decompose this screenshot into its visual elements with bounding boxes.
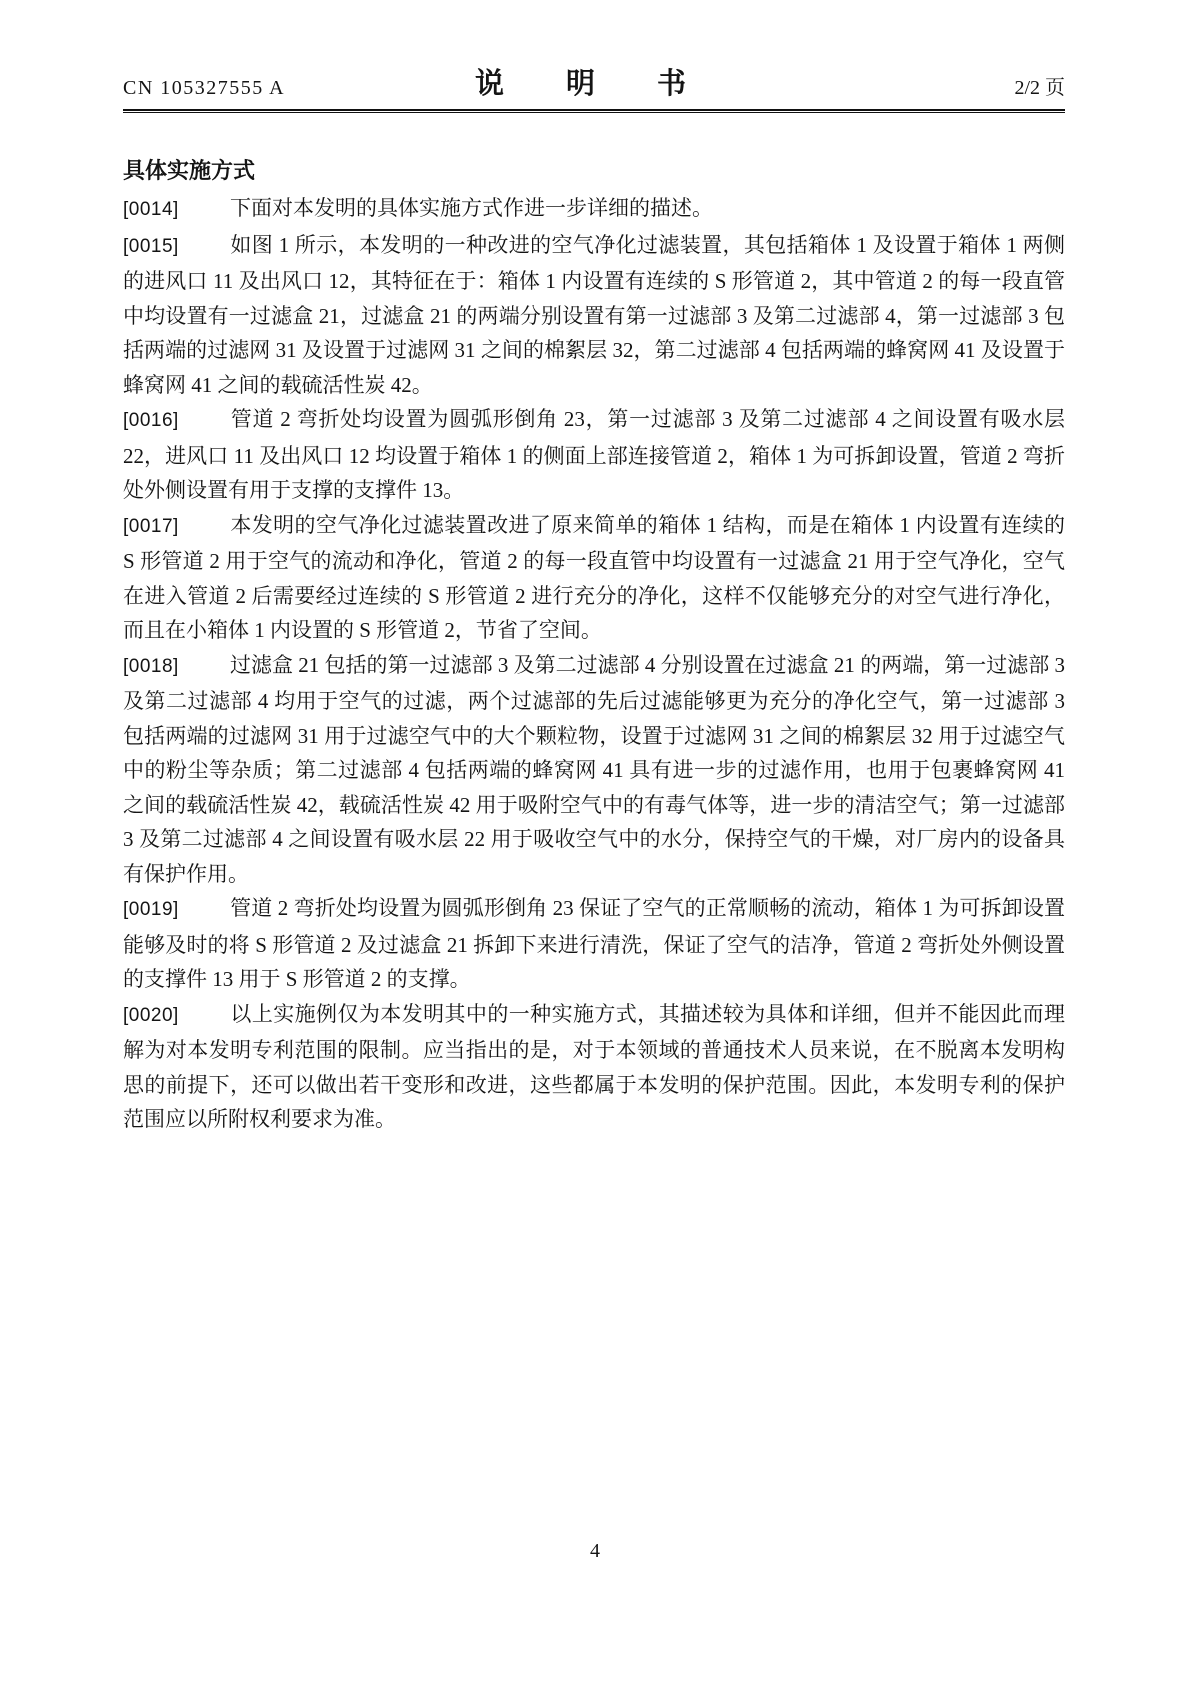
paragraph-number: [0019]: [123, 899, 179, 920]
paragraph-text: 本发明的空气净化过滤装置改进了原来简单的箱体 1 结构，而是在箱体 1 内设置有连续的 S 形管道 2 用于空气的流动和净化，管道 2 的每一段直管中均设置有一过滤盒 21 用于空气净化，空气在进入管道 2 后需要经过连续的 S 形管道 2 进行充分的净化，这样不仅能够充分的对空气进行净化，而且在小箱体 1 内设置的 S 形管道 2，节省了空间。: [123, 512, 1065, 642]
page-footer: [0, 1540, 1190, 1563]
paragraph-number: [0016]: [123, 410, 179, 431]
paragraph-0014: [123, 191, 1065, 228]
specification-body: [123, 153, 1065, 1137]
section-heading: 具体实施方式: [123, 158, 256, 183]
paragraph-0015: [123, 228, 1065, 403]
paragraph-0016: [123, 402, 1065, 508]
publication-number: CN 105327555 A: [123, 77, 286, 99]
paragraph-number: [0015]: [123, 235, 179, 257]
paragraph-0018: [123, 648, 1065, 892]
header-divider-rule: [123, 109, 1065, 113]
page-number: 4: [590, 1540, 600, 1562]
paragraph-text: 过滤盒 21 包括的第一过滤部 3 及第二过滤部 4 分别设置在过滤盒 21 的两端，第一过滤部 3 及第二过滤部 4 均用于空气的过滤，两个过滤部的先后过滤能够更为充分的净化空气，第一过滤部 3 包括两端的过滤网 31 用于过滤空气中的大个颗粒物，设置于过滤网 31 之间的棉絮层 32 用于过滤空气中的粉尘等杂质；第二过滤部 4 包括两端的蜂窝网 41 具有进一步的过滤作用，也用于包裹蜂窝网 41 之间的载硫活性炭 42，载硫活性炭 42 用于吸附空气中的有毒气体等，进一步的清洁空气；第一过滤部 3 及第二过滤部 4 之间设置有吸水层 22 用于吸收空气中的水分，保持空气的干燥，对厂房内的设备具有保护作用。: [123, 652, 1065, 886]
paragraph-text: 以上实施例仅为本发明其中的一种实施方式，其描述较为具体和详细，但并不能因此而理解为对本发明专利范围的限制。应当指出的是，对于本领域的普通技术人员来说，在不脱离本发明构思的前提下，还可以做出若干变形和改进，这些都属于本发明的保护范围。因此，本发明专利的保护范围应以所附权利要求为准。: [123, 1001, 1065, 1131]
paragraph-text: 管道 2 弯折处均设置为圆弧形倒角 23 保证了空气的正常顺畅的流动，箱体 1 为可拆卸设置能够及时的将 S 形管道 2 及过滤盒 21 拆卸下来进行清洗，保证了空气的洁净，管道 2 弯折处外侧设置的支撑件 13 用于 S 形管道 2 的支撑。: [123, 896, 1065, 991]
paragraph-text: 下面对本发明的具体实施方式作进一步详细的描述。: [230, 196, 713, 220]
paragraph-0017: [123, 508, 1065, 648]
paragraph-0019: [123, 891, 1065, 997]
paragraph-0020: [123, 997, 1065, 1137]
paragraph-text: 管道 2 弯折处均设置为圆弧形倒角 23，第一过滤部 3 及第二过滤部 4 之间设置有吸水层 22，进风口 11 及出风口 12 均设置于箱体 1 的侧面上部连接管道 2，箱体 1 为可拆卸设置，管道 2 弯折处外侧设置有用于支撑的支撑件 13。: [123, 407, 1065, 502]
paragraph-number: [0014]: [123, 199, 179, 220]
page-indicator: 2/2 页: [1014, 77, 1065, 99]
page-header: [123, 58, 1065, 102]
paragraph-text: 如图 1 所示，本发明的一种改进的空气净化过滤装置，其包括箱体 1 及设置于箱体 1 两侧的进风口 11 及出风口 12，其特征在于：箱体 1 内设置有连续的 S 形管道 2，其中管道 2 的每一段直管中均设置有一过滤盒 21，过滤盒 21 的两端分别设置有第一过滤部 3 及第二过滤部 4，第一过滤部 3 包括两端的过滤网 31 及设置于过滤网 31 之间的棉絮层 32，第二过滤部 4 包括两端的蜂窝网 41 及设置于蜂窝网 41 之间的载硫活性炭 42。: [123, 232, 1065, 397]
paragraph-number: [0017]: [123, 515, 179, 537]
document-type-title: 说 明 书: [474, 68, 714, 100]
paragraph-number: [0018]: [123, 655, 179, 677]
paragraph-number: [0020]: [123, 1004, 179, 1026]
